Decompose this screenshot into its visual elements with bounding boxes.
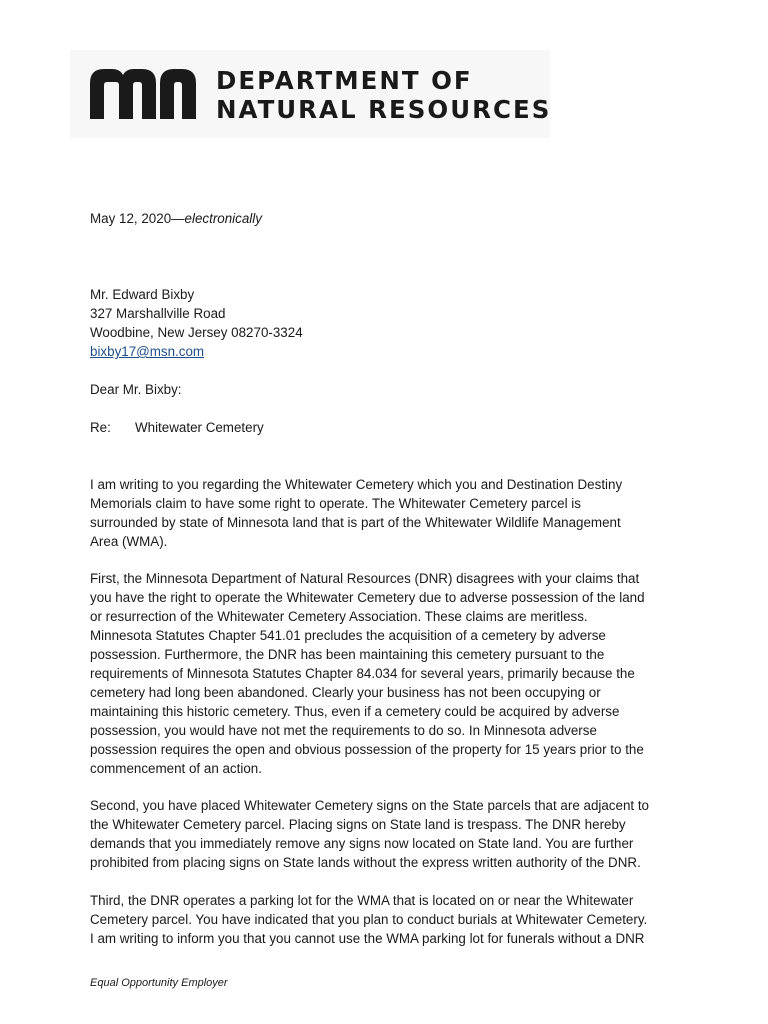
paragraph-line: demands that you immediately remove any signs now located on State land. You are further	[90, 836, 634, 851]
paragraph-line: maintaining this historic cemetery. Thus, even if a cemetery could be acquired by adverse	[90, 704, 620, 719]
paragraph-line: cemetery had long been abandoned. Clearly your business has not been occupying or	[90, 685, 601, 700]
paragraph-line: or resurrection of the Whitewater Cemetery Association. These claims are meritless.	[90, 609, 588, 624]
paragraph-4	[90, 891, 690, 948]
paragraph-line: First, the Minnesota Department of Natural Resources (DNR) disagrees with your claims that	[90, 571, 640, 586]
paragraph-line: requirements of Minnesota Statutes Chapter 84.034 for several years, primarily because the	[90, 666, 635, 681]
date-text: May 12, 2020—	[90, 211, 185, 226]
delivery-method: electronically	[184, 211, 262, 226]
org-name	[216, 66, 551, 124]
subject-text: Whitewater Cemetery	[135, 420, 264, 435]
salutation: Dear Mr. Bixby:	[90, 382, 182, 397]
paragraph-line: Area (WMA).	[90, 534, 168, 549]
paragraph-line: Second, you have placed Whitewater Cemetery signs on the State parcels that are adjacent to	[90, 798, 650, 813]
recipient-name: Mr. Edward Bixby	[90, 287, 195, 302]
paragraph-2	[90, 569, 690, 778]
paragraph-line: possession, you would have not met the requirements to do so. In Minnesota adverse	[90, 723, 597, 738]
paragraph-line: commencement of an action.	[90, 761, 262, 776]
paragraph-line: prohibited from placing signs on State lands without the express written authority of the DNR.	[90, 855, 641, 870]
subject-label: Re:	[90, 420, 111, 435]
paragraph-line: you have the right to operate the Whitewater Cemetery due to adverse possession of the land	[90, 590, 645, 605]
org-name-line1: DEPARTMENT OF	[216, 66, 473, 95]
letter-date	[90, 209, 262, 228]
subject-line	[90, 418, 264, 437]
paragraph-1	[90, 475, 690, 551]
recipient-email-link[interactable]: bixby17@msn.com	[90, 344, 205, 359]
paragraph-line: possession. Furthermore, the DNR has been maintaining this cemetery pursuant to the	[90, 647, 605, 662]
recipient-city: Woodbine, New Jersey 08270-3324	[90, 325, 303, 340]
paragraph-line: surrounded by state of Minnesota land that is part of the Whitewater Wildlife Management	[90, 515, 621, 530]
letterhead	[70, 50, 550, 138]
org-name-line2: NATURAL RESOURCES	[216, 95, 552, 124]
paragraph-line: possession requires the open and obvious possession of the property for 15 years prior to the	[90, 742, 644, 757]
paragraph-line: Minnesota Statutes Chapter 541.01 precludes the acquisition of a cemetery by adverse	[90, 628, 606, 643]
paragraph-line: Cemetery parcel. You have indicated that you plan to conduct burials at Whitewater Cemetery.	[90, 912, 648, 927]
footer-note: Equal Opportunity Employer	[90, 977, 228, 989]
paragraph-line: I am writing to you regarding the Whitewater Cemetery which you and Destination Destiny	[90, 477, 623, 492]
recipient-address	[90, 285, 303, 361]
paragraph-line: Memorials claim to have some right to operate. The Whitewater Cemetery parcel is	[90, 496, 581, 511]
paragraph-line: Third, the DNR operates a parking lot for the WMA that is located on or near the Whitewater	[90, 893, 634, 908]
mn-logo-icon	[90, 69, 196, 119]
recipient-street: 327 Marshallville Road	[90, 306, 226, 321]
paragraph-line: I am writing to inform you that you cannot use the WMA parking lot for funerals without a DNR	[90, 931, 645, 946]
paragraph-3	[90, 796, 690, 872]
paragraph-line: the Whitewater Cemetery parcel. Placing signs on State land is trespass. The DNR hereby	[90, 817, 626, 832]
